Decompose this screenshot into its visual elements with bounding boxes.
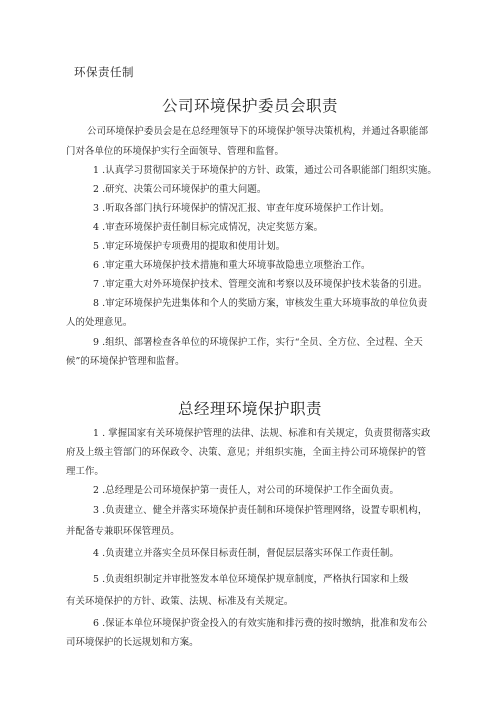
list-item-line: 人的处理意见。 xyxy=(66,317,133,328)
list-item-line: 4 .负责建立并落实全员环保目标责任制，督促层层落实环保工作责任制。 xyxy=(93,548,399,559)
list-item-line: 候”的环境保护管理和监督。 xyxy=(66,356,185,367)
list-item-line: 并配备专兼职环保管理员。 xyxy=(66,526,180,537)
list-item-line: 5 .审定环境保护专项费用的提取和使用计划。 xyxy=(93,241,286,252)
list-item-line: 司环境保护的长远规划和方案。 xyxy=(66,637,199,648)
list-item-line: 2 .研究、决策公司环境保护的重大问题。 xyxy=(93,184,267,195)
list-item-line: 4 .审查环境保护责任制目标完成情况，决定奖惩方案。 xyxy=(93,222,324,233)
list-item-line: 1 .认真学习贯彻国家关于环境保护的方针、政策，通过公司各职能部门组织实施。 xyxy=(93,165,437,176)
list-item-line: 2 .总经理是公司环境保护第一责任人，对公司的环境保护工作全面负责。 xyxy=(93,485,399,496)
list-item-line: 8 .审定环境保护先进集体和个人的奖励方案，审核发生重大环境事故的单位负责 xyxy=(93,298,428,309)
section-heading-general-manager: 总经理环境保护职责 xyxy=(177,400,322,418)
list-item-line: 有关环境保护的方针、政策、法规、标准及有关规定。 xyxy=(66,596,294,607)
list-item-line: 理工作。 xyxy=(66,466,104,477)
list-item-line: 府及上级主管部门的环保政令、决策、意见；并组织实施，全面主持公司环境保护的管 xyxy=(66,447,427,458)
paragraph-line: 门对各单位的环境保护实行全面领导、管理和监督。 xyxy=(66,146,284,157)
list-item-line: 5 .负责组织制定并审批签发本单位环境保护规章制度，严格执行国家和上级 xyxy=(93,574,409,585)
list-item-line: 3 .听取各部门执行环境保护的情况汇报、审查年度环境保护工作计划。 xyxy=(93,203,390,214)
list-item-line: 3 .负责建立、健全并落实环境保护责任制和环境保护管理网络，设置专职机构， xyxy=(93,505,428,516)
list-item-line: 6 .审定重大环境保护技术措施和重大环境事故隐患立项整治工作。 xyxy=(93,260,371,271)
list-item-line: 6 .保证本单位环境保护资金投入的有效实施和排污费的按时缴纳，批准和发布公 xyxy=(93,618,428,629)
list-item-line: 1 . 掌握国家有关环境保护管理的法律、法规、标准和有关规定，负责贯彻落实政 xyxy=(93,428,431,439)
section-heading-committee: 公司环境保护委员会职责 xyxy=(161,97,338,115)
paragraph-line: 公司环境保护委员会是在总经理领导下的环境保护领导决策机构，并通过各职能部 xyxy=(87,126,429,137)
list-item-line: 9 .组织、部署检查各单位的环境保护工作，实行“全员、全方位、全过程、全天 xyxy=(93,337,423,348)
list-item-line: 7 .审定重大对外环境保护技术、管理交流和考察以及环境保护技术装备的引进。 xyxy=(93,279,428,290)
document-title: 环保责任制 xyxy=(74,65,134,79)
